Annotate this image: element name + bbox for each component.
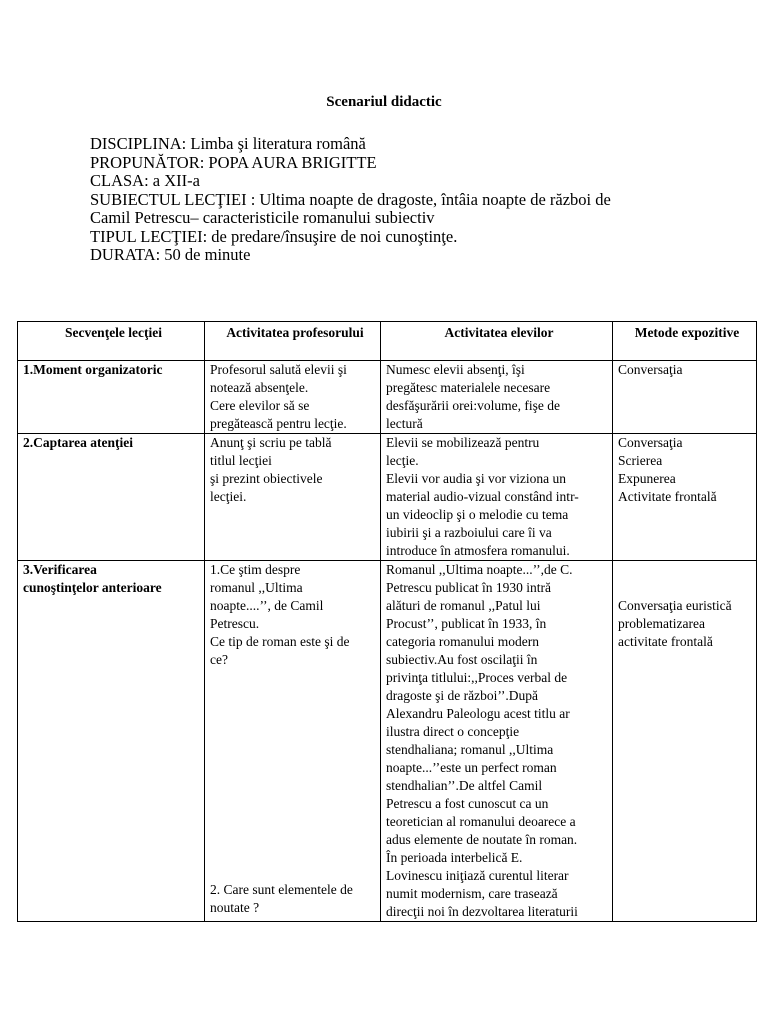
info-discipline: DISCIPLINA: Limba şi literatura română bbox=[90, 134, 366, 153]
cell-sequence: 1.Moment organizatoric bbox=[18, 361, 205, 434]
cell-teacher: Profesorul salută elevii şi notează absenţele. Cere elevilor să se pregătească pentru lecţie. bbox=[205, 361, 381, 434]
header-methods: Metode expozitive bbox=[613, 322, 757, 361]
info-class: CLASA: a XII-a bbox=[90, 171, 200, 190]
cell-methods: Conversaţia bbox=[613, 361, 757, 434]
cell-students: Numesc elevii absenţi, îşi pregătesc materialele necesare desfăşurării orei:volume, fişe de lectură bbox=[381, 361, 613, 434]
lesson-table bbox=[17, 321, 757, 922]
cell-students: Elevii se mobilizează pentru lecţie. Elevii vor audia şi vor viziona un material audio-vizual constând intr- un videoclip şi o melodie cu tema iubirii şi a razboiului care îi va introduce în atmosfera romanului. bbox=[381, 434, 613, 561]
header-teacher: Activitatea profesorului bbox=[205, 322, 381, 361]
info-lesson-type: TIPUL LECŢIEI: de predare/însuşire de noi cunoştinţe. bbox=[90, 226, 458, 246]
cell-teacher: Anunţ şi scriu pe tablă titlul lecţiei şi prezint obiectivele lecţiei. bbox=[205, 434, 381, 561]
table-row bbox=[18, 434, 757, 561]
info-subject: SUBIECTUL LECŢIEI : Ultima noapte de dragoste, întâia noapte de război de bbox=[90, 189, 611, 209]
lesson-info bbox=[90, 135, 611, 265]
info-duration: DURATA: 50 de minute bbox=[90, 245, 251, 264]
header-sequences: Secvenţele lecţiei bbox=[18, 322, 205, 361]
cell-teacher: 1.Ce ştim despre romanul ,,Ultima noapte....’’, de Camil Petrescu. Ce tip de roman este şi de ce? 2. Care sunt elementele de noutate ? bbox=[205, 561, 381, 922]
cell-sequence: 3.Verificarea cunoştinţelor anterioare bbox=[18, 561, 205, 922]
table-row bbox=[18, 361, 757, 434]
cell-methods: Conversaţia Scrierea Expunerea Activitate frontală bbox=[613, 434, 757, 561]
header-students: Activitatea elevilor bbox=[381, 322, 613, 361]
cell-sequence: 2.Captarea atenţiei bbox=[18, 434, 205, 561]
cell-methods: Conversaţia euristică problematizarea activitate frontală bbox=[613, 561, 757, 922]
document-title: Scenariul didactic bbox=[326, 94, 442, 110]
info-subject-cont: Camil Petrescu– caracteristicile romanului subiectiv bbox=[90, 208, 435, 227]
table-row bbox=[18, 561, 757, 922]
cell-students: Romanul ,,Ultima noapte...’’,de C. Petrescu publicat în 1930 intră alături de romanul ,,Patul lui Procust’’, publicat în 1933, în categoria romanului modern subiectiv.Au fost oscilaţii în privinţa titlului:,,Proces verbal de dragoste şi de război’’.După Alexandru Paleologu acest titlu ar ilustra direct o concepţie stendhaliana; romanul ,,Ultima noapte...’’este un perfect roman stendhalian’’.De altfel Camil Petrescu a fost cunoscut ca un teoretician al romanului deoarece a adus elemente de noutate în roman. În perioada interbelică E. Lovinescu iniţiază curentul literar numit modernism, care trasează direcţii noi în dezvoltarea literaturii bbox=[381, 561, 613, 922]
info-author: PROPUNĂTOR: POPA AURA BRIGITTE bbox=[90, 152, 377, 172]
